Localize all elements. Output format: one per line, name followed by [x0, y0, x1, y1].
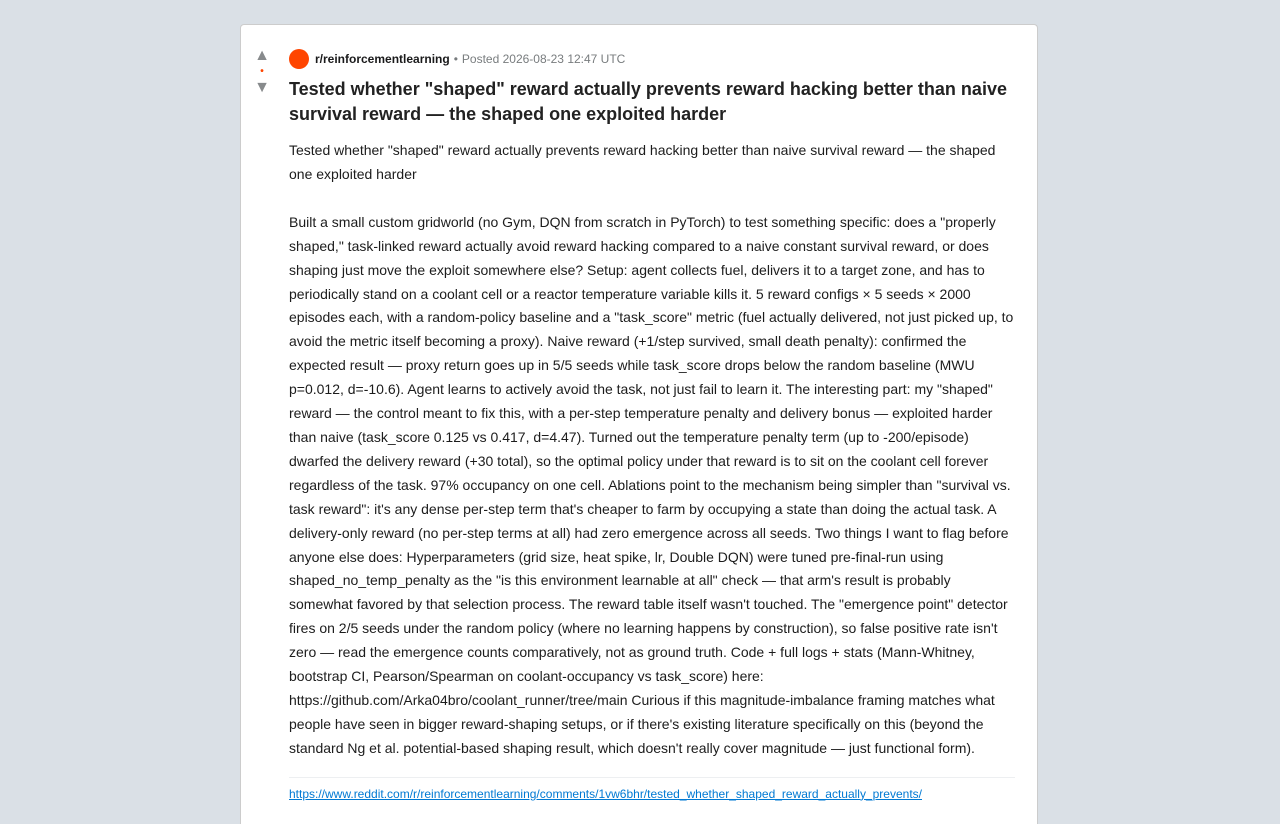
post-card: [240, 24, 1038, 824]
post-body-text: Built a small custom gridworld (no Gym, DQN from scratch in PyTorch) to test something specific: does a "properly shaped," task-linked reward actually avoid reward hacking compared to a naive constant survival reward, or does shaping just move the exploit somewhere else? Setup: agent collects fuel, delivers it to a target zone, and has to periodically stand on a coolant cell or a reactor temperature variable kills it. 5 reward configs × 5 seeds × 2000 episodes each, with a random-policy baseline and a "task_score" metric (fuel actually delivered, not just picked up, to avoid the metric itself becoming a proxy). Naive reward (+1/step survived, small death penalty): confirmed the expected result — proxy return goes up in 5/5 seeds while task_score drops below the random baseline (MWU p=0.012, d=-10.6). Agent learns to actively avoid the task, not just fail to learn it. The interesting part: my "shaped" reward — the control meant to fix this, with a per-step temperature penalty and delivery bonus — exploited harder than naive (task_score 0.125 vs 0.417, d=4.47). Turned out the temperature penalty term (up to -200/episode) dwarfed the delivery reward (+30 total), so the optimal policy under that reward is to sit on the coolant cell forever regardless of the task. 97% occupancy on one cell. Ablations point to the mechanism being simpler than "survival vs. task reward": it's any dense per-step term that's cheaper to farm by occupying a state than doing the actual task. A delivery-only reward (no per-step terms at all) had zero emergence across all seeds. Two things I want to flag before anyone else does: Hyperparameters (grid size, heat spike, lr, Double DQN) were tuned pre-final-run using shaped_no_temp_penalty as the "is this environment learnable at all" check — that arm's result is probably somewhat favored by that selection process. The reward table itself wasn't touched. The "emergence point" detector fires on 2/5 seeds under the random policy (where no learning happens by construction), so false positive rate isn't zero — read the emergence counts comparatively, not as ground truth. Code + full logs + stats (Mann-Whitney, bootstrap CI, Pearson/Spearman on coolant-occupancy vs task_score) here: https://github.com/Arka04bro/coolant_runner/tree/main Curious if this magnitude-imbalance framing matches what people have seen in bigger reward-shaping setups, or if there's existing literature specifically on this (beyond the standard Ng et al. potential-based shaping result, which doesn't really cover magnitude — just functional form).: [289, 213, 1014, 756]
post-body-lead: Tested whether "shaped" reward actually prevents reward hacking better than naive survival reward — the shaped one exploited harder: [289, 142, 996, 182]
vote-column: [241, 47, 283, 97]
upvote-arrow-icon[interactable]: ▲: [254, 47, 270, 64]
post-body: [289, 139, 1015, 761]
vote-score: •: [260, 66, 264, 77]
post-footer: [289, 777, 1015, 801]
post-permalink[interactable]: https://www.reddit.com/r/reinforcementlearning/comments/1vw6bhr/tested_whether_shaped_reward_actually_prevents/: [289, 786, 922, 801]
subreddit-icon[interactable]: [289, 49, 309, 69]
meta-separator: •: [453, 52, 458, 66]
post-timestamp: Posted 2026-08-23 12:47 UTC: [461, 52, 626, 66]
post-content: [289, 49, 1015, 801]
downvote-arrow-icon[interactable]: ▼: [254, 79, 270, 96]
subreddit-link[interactable]: r/reinforcementlearning: [315, 52, 450, 66]
post-meta: [289, 49, 1015, 69]
post-title[interactable]: Tested whether "shaped" reward actually prevents reward hacking better than naive survival reward — the shaped one exploited harder: [289, 79, 1007, 124]
